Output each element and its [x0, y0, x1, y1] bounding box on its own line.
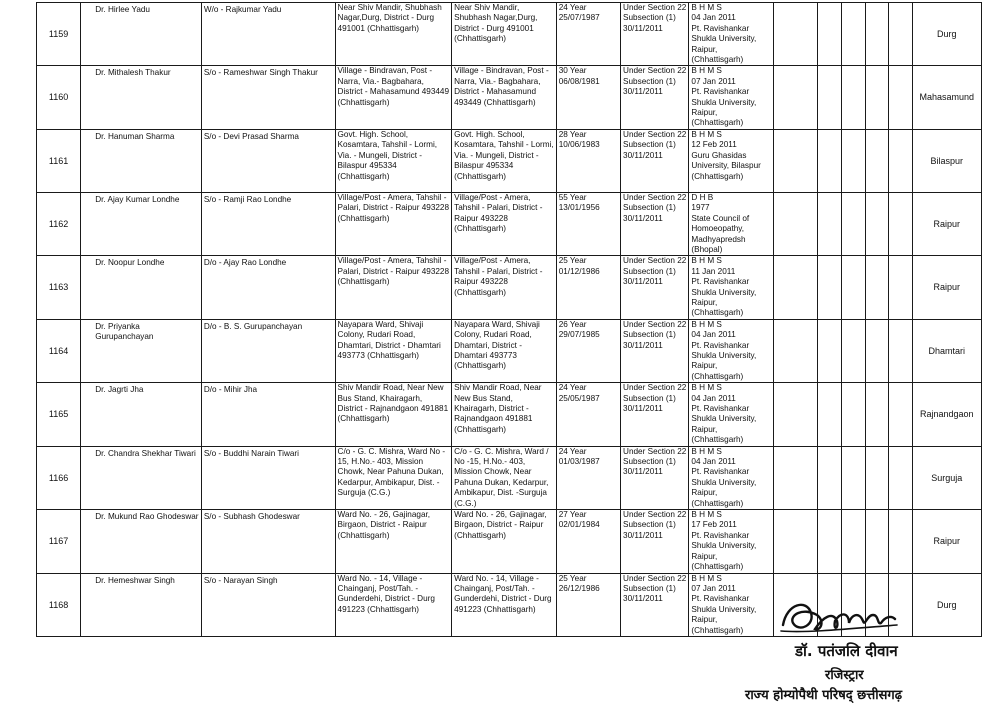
relation: S/o - Rameshwar Singh Thakur	[201, 66, 335, 129]
registration-section: Under Section 22 Subsection (1) 30/11/2011	[621, 129, 689, 192]
blank-cell	[889, 129, 912, 192]
table-row	[37, 66, 982, 129]
correspondence-address: C/o - G. C. Mishra, Ward / No -15, H.No.- 403, Mission Chowk, Near Pahuna Dukan, Kedarpur, Ambikapur, Dist. -Surguja (C.G.)	[452, 446, 557, 509]
practitioner-name: Dr. Hirlee Yadu	[81, 3, 202, 66]
blank-cell	[818, 192, 842, 255]
permanent-address: Village/Post - Amera, Tahshil - Palari, District - Raipur 493228 (Chhattisgarh)	[335, 192, 452, 255]
correspondence-address: Village/Post - Amera, Tahshil - Palari, District - Raipur 493228 (Chhattisgarh)	[452, 192, 557, 255]
permanent-address: Shiv Mandir Road, Near New Bus Stand, Khairagarh, District - Rajnandgaon 491881 (Chhattisgarh)	[335, 383, 452, 446]
registration-section: Under Section 22 Subsection (1) 30/11/2011	[621, 3, 689, 66]
practitioner-name: Dr. Mithalesh Thakur	[81, 66, 202, 129]
serial-number: 1167	[37, 510, 81, 573]
practitioner-name: Dr. Chandra Shekhar Tiwari	[81, 446, 202, 509]
blank-cell	[842, 66, 866, 129]
age-dob: 26 Year 29/07/1985	[556, 319, 620, 382]
blank-cell	[866, 66, 889, 129]
blank-cell	[889, 192, 912, 255]
table-row	[37, 446, 982, 509]
blank-cell	[866, 510, 889, 573]
registrar-signature-block	[735, 595, 985, 707]
handwritten-signature	[777, 595, 907, 641]
relation: W/o - Rajkumar Yadu	[201, 3, 335, 66]
blank-cell	[889, 319, 912, 382]
registration-section: Under Section 22 Subsection (1) 30/11/2011	[621, 192, 689, 255]
district: Surguja	[912, 446, 981, 509]
qualification: B H M S 07 Jan 2011 Pt. Ravishankar Shukla University, Raipur, (Chhattisgarh)	[689, 573, 773, 636]
relation: S/o - Narayan Singh	[201, 573, 335, 636]
registration-section: Under Section 22 Subsection (1) 30/11/2011	[621, 319, 689, 382]
blank-cell	[889, 446, 912, 509]
qualification: B H M S 04 Jan 2011 Pt. Ravishankar Shukla University, Raipur, (Chhattisgarh)	[689, 446, 773, 509]
blank-cell	[818, 256, 842, 319]
age-dob: 28 Year 10/06/1983	[556, 129, 620, 192]
correspondence-address: Near Shiv Mandir, Shubhash Nagar,Durg, District - Durg 491001 (Chhattisgarh)	[452, 3, 557, 66]
table-row	[37, 510, 982, 573]
blank-cell	[866, 446, 889, 509]
serial-number: 1163	[37, 256, 81, 319]
correspondence-address: Govt. High. School, Kosamtara, Tahshil - Lormi, Via. - Mungeli, District - Bilaspur 495334 (Chhattisgarh)	[452, 129, 557, 192]
qualification: D H B 1977 State Council of Homoeopathy, Madhyapredsh (Bhopal)	[689, 192, 773, 255]
district: Raipur	[912, 256, 981, 319]
correspondence-address: Village - Bindravan, Post - Narra, Via.- Bagbahara, District - Mahasamund 493449 (Chhattisgarh)	[452, 66, 557, 129]
permanent-address: Ward No. - 14, Village - Chainganj, Post/Tah. - Gunderdehi, District - Durg 491223 (Chhattisgarh)	[335, 573, 452, 636]
blank-cell	[866, 3, 889, 66]
registration-section: Under Section 22 Subsection (1) 30/11/2011	[621, 256, 689, 319]
qualification: B H M S 11 Jan 2011 Pt. Ravishankar Shukla University, Raipur, (Chhattisgarh)	[689, 256, 773, 319]
blank-cell	[842, 3, 866, 66]
registration-section: Under Section 22 Subsection (1) 30/11/2011	[621, 446, 689, 509]
blank-cell	[818, 383, 842, 446]
blank-cell	[889, 510, 912, 573]
qualification: B H M S 04 Jan 2011 Pt. Ravishankar Shukla University, Raipur, (Chhattisgarh)	[689, 383, 773, 446]
blank-cell	[773, 256, 817, 319]
age-dob: 30 Year 06/08/1981	[556, 66, 620, 129]
serial-number: 1160	[37, 66, 81, 129]
practitioner-name: Dr. Hanuman Sharma	[81, 129, 202, 192]
age-dob: 55 Year 13/01/1956	[556, 192, 620, 255]
table-row	[37, 256, 982, 319]
blank-cell	[866, 383, 889, 446]
relation: D/o - Ajay Rao Londhe	[201, 256, 335, 319]
blank-cell	[889, 383, 912, 446]
practitioner-name: Dr. Priyanka Gurupanchayan	[81, 319, 202, 382]
serial-number: 1161	[37, 129, 81, 192]
district: Raipur	[912, 510, 981, 573]
age-dob: 24 Year 25/05/1987	[556, 383, 620, 446]
table-row	[37, 319, 982, 382]
district: Rajnandgaon	[912, 383, 981, 446]
age-dob: 24 Year 01/03/1987	[556, 446, 620, 509]
blank-cell	[842, 510, 866, 573]
table-row	[37, 129, 982, 192]
blank-cell	[773, 66, 817, 129]
blank-cell	[866, 256, 889, 319]
permanent-address: Govt. High. School, Kosamtara, Tahshil - Lormi, Via. - Mungeli, District - Bilaspur 495334 (Chhattisgarh)	[335, 129, 452, 192]
table-row	[37, 383, 982, 446]
permanent-address: Village - Bindravan, Post - Narra, Via.- Bagbahara, District - Mahasamund 493449 (Chhattisgarh)	[335, 66, 452, 129]
practitioner-name: Dr. Ajay Kumar Londhe	[81, 192, 202, 255]
district: Durg	[912, 3, 981, 66]
serial-number: 1164	[37, 319, 81, 382]
registrar-name: डॉ. पतंजलि दीवान	[795, 642, 898, 660]
blank-cell	[842, 446, 866, 509]
blank-cell	[889, 3, 912, 66]
relation: D/o - Mihir Jha	[201, 383, 335, 446]
register-table	[36, 2, 982, 637]
table-row	[37, 3, 982, 66]
council-name: राज्य होम्योपैथी परिषद् छत्तीसगढ़	[745, 688, 903, 703]
table-row	[37, 192, 982, 255]
correspondence-address: Shiv Mandir Road, Near New Bus Stand, Khairagarh, District - Rajnandgaon 491881 (Chhattisgarh)	[452, 383, 557, 446]
registration-section: Under Section 22 Subsection (1) 30/11/2011	[621, 66, 689, 129]
blank-cell	[818, 510, 842, 573]
relation: D/o - B. S. Gurupanchayan	[201, 319, 335, 382]
blank-cell	[889, 66, 912, 129]
serial-number: 1159	[37, 3, 81, 66]
blank-cell	[773, 383, 817, 446]
practitioner-name: Dr. Jagrti Jha	[81, 383, 202, 446]
correspondence-address: Ward No. - 26, Gajinagar, Birgaon, District - Raipur (Chhattisgarh)	[452, 510, 557, 573]
registration-section: Under Section 22 Subsection (1) 30/11/2011	[621, 383, 689, 446]
blank-cell	[773, 319, 817, 382]
qualification: B H M S 07 Jan 2011 Pt. Ravishankar Shukla University, Raipur, (Chhattisgarh)	[689, 66, 773, 129]
relation: S/o - Subhash Ghodeswar	[201, 510, 335, 573]
relation: S/o - Buddhi Narain Tiwari	[201, 446, 335, 509]
blank-cell	[773, 129, 817, 192]
practitioner-name: Dr. Hemeshwar Singh	[81, 573, 202, 636]
blank-cell	[842, 383, 866, 446]
correspondence-address: Nayapara Ward, Shivaji Colony, Rudari Road, Dhamtari, District - Dhamtari 493773 (Chhattisgarh)	[452, 319, 557, 382]
blank-cell	[866, 129, 889, 192]
practitioner-name: Dr. Mukund Rao Ghodeswar	[81, 510, 202, 573]
blank-cell	[818, 66, 842, 129]
district: Durg	[912, 573, 981, 636]
permanent-address: Near Shiv Mandir, Shubhash Nagar,Durg, District - Durg 491001 (Chhattisgarh)	[335, 3, 452, 66]
blank-cell	[866, 192, 889, 255]
blank-cell	[818, 446, 842, 509]
blank-cell	[773, 510, 817, 573]
qualification: B H M S 04 Jan 2011 Pt. Ravishankar Shukla University, Raipur, (Chhattisgarh)	[689, 3, 773, 66]
qualification: B H M S 12 Feb 2011 Guru Ghasidas University, Bilaspur (Chhattisgarh)	[689, 129, 773, 192]
register-sheet	[36, 2, 982, 637]
serial-number: 1162	[37, 192, 81, 255]
correspondence-address: Village/Post - Amera, Tahshil - Palari, District - Raipur 493228 (Chhattisgarh)	[452, 256, 557, 319]
registration-section: Under Section 22 Subsection (1) 30/11/2011	[621, 510, 689, 573]
blank-cell	[842, 129, 866, 192]
blank-cell	[773, 192, 817, 255]
permanent-address: Ward No. - 26, Gajinagar, Birgaon, District - Raipur (Chhattisgarh)	[335, 510, 452, 573]
permanent-address: Village/Post - Amera, Tahshil - Palari, District - Raipur 493228 (Chhattisgarh)	[335, 256, 452, 319]
qualification: B H M S 04 Jan 2011 Pt. Ravishankar Shukla University, Raipur, (Chhattisgarh)	[689, 319, 773, 382]
permanent-address: C/o - G. C. Mishra, Ward No - 15, H.No.- 403, Mission Chowk, Near Pahuna Dukan, Kedarpur, Ambikapur, Dist. - Surguja (C.G.)	[335, 446, 452, 509]
blank-cell	[842, 192, 866, 255]
relation: S/o - Ramji Rao Londhe	[201, 192, 335, 255]
blank-cell	[773, 3, 817, 66]
district: Dhamtari	[912, 319, 981, 382]
district: Mahasamund	[912, 66, 981, 129]
blank-cell	[842, 319, 866, 382]
qualification: B H M S 17 Feb 2011 Pt. Ravishankar Shukla University, Raipur, (Chhattisgarh)	[689, 510, 773, 573]
serial-number: 1165	[37, 383, 81, 446]
blank-cell	[866, 319, 889, 382]
serial-number: 1166	[37, 446, 81, 509]
age-dob: 25 Year 26/12/1986	[556, 573, 620, 636]
permanent-address: Nayapara Ward, Shivaji Colony, Rudari Road, Dhamtari, District - Dhamtari 493773 (Chhattisgarh)	[335, 319, 452, 382]
blank-cell	[889, 256, 912, 319]
age-dob: 27 Year 02/01/1984	[556, 510, 620, 573]
registrar-title: रजिस्ट्रार	[825, 668, 864, 683]
blank-cell	[818, 319, 842, 382]
serial-number: 1168	[37, 573, 81, 636]
age-dob: 25 Year 01/12/1986	[556, 256, 620, 319]
blank-cell	[773, 446, 817, 509]
district: Bilaspur	[912, 129, 981, 192]
blank-cell	[842, 256, 866, 319]
age-dob: 24 Year 25/07/1987	[556, 3, 620, 66]
registration-section: Under Section 22 Subsection (1) 30/11/2011	[621, 573, 689, 636]
relation: S/o - Devi Prasad Sharma	[201, 129, 335, 192]
blank-cell	[818, 129, 842, 192]
blank-cell	[818, 3, 842, 66]
correspondence-address: Ward No. - 14, Village - Chainganj, Post/Tah. - Gunderdehi, District - Durg 491223 (Chhattisgarh)	[452, 573, 557, 636]
practitioner-name: Dr. Noopur Londhe	[81, 256, 202, 319]
district: Raipur	[912, 192, 981, 255]
